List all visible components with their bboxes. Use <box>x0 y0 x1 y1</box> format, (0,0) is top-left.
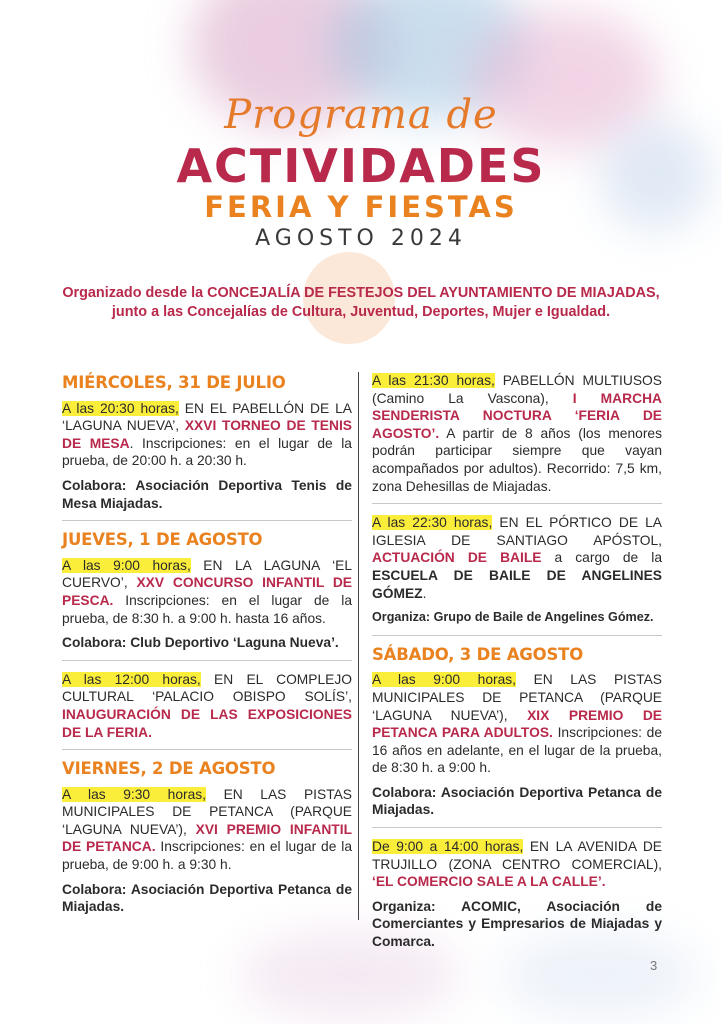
event-entry <box>62 786 352 874</box>
organizer-text <box>40 284 682 322</box>
sub-title: FERIA Y FIESTAS <box>204 190 518 224</box>
event-title: ‘EL COMERCIO SALE A LA CALLE’. <box>372 874 606 890</box>
event-entry <box>372 671 662 777</box>
event-place: EN LAS PISTAS MUNICIPALES DE PETANCA (PARQUE ‘LAGUNA NUEVA’), <box>62 786 353 837</box>
day-heading: MIÉRCOLES, 31 DE JULIO <box>62 373 286 392</box>
event-details: a cargo de la <box>541 550 662 566</box>
event-title: XIX PREMIO DE PETANCA PARA ADULTOS. <box>372 707 662 741</box>
event-place: PABELLÓN MULTIUSOS (Camino La Vascona), <box>372 373 662 406</box>
event-time: A las 21:30 horas, <box>372 373 495 388</box>
event-title: I MARCHA SENDERISTA NOCTURA ‘FERIA DE AGOSTO’. <box>372 390 662 441</box>
day-heading: JUEVES, 1 DE AGOSTO <box>62 530 263 550</box>
event-details: Inscripciones: en el lugar de la prueba, de 9:00 h. a 9:30 h. <box>62 839 353 873</box>
event-place: EN EL COMPLEJO CULTURAL ‘PALACIO OBISPO SOLÍS’, <box>62 671 352 705</box>
event-details: Inscripciones: de 16 años en adelante, en el lugar de la prueba, de 8:30 h. a 9:00 h. <box>372 725 662 776</box>
separator <box>372 635 662 636</box>
event-entry <box>372 838 662 891</box>
event-details: Inscripciones: en el lugar de la prueba, de 8:30 h. a 9:00 h. hasta 16 años. <box>62 592 352 626</box>
event-place: EN EL PÓRTICO DE LA IGLESIA DE SANTIAGO APÓSTOL, <box>372 515 663 548</box>
left-column <box>62 372 352 916</box>
event-place: EN EL PABELLÓN DE LA ‘LAGUNA NUEVA’, <box>62 400 352 434</box>
column-divider <box>358 372 359 920</box>
event-time: De 9:00 a 14:00 horas, <box>372 839 524 855</box>
event-time: A las 20:30 horas, <box>62 400 179 416</box>
event-details: . Inscripciones: en el lugar de la prueba, de 20:00 h. a 20:30 h. <box>62 435 352 469</box>
event-entry <box>62 671 352 741</box>
separator <box>372 503 662 504</box>
event-details: A partir de 8 años (los menores podrán participar siempre que vayan acompañados por adultos). Recorrido: 7,5 km, zona Dehesillas de Miajadas. <box>372 425 662 494</box>
event-time: A las 12:00 horas, <box>62 671 201 687</box>
day-heading: SÁBADO, 3 DE AGOSTO <box>372 644 584 664</box>
event-collaborator: Colabora: Club Deportivo ‘Laguna Nueva’. <box>62 635 339 651</box>
separator <box>372 827 662 828</box>
event-entry <box>372 514 662 602</box>
event-performer: ESCUELA DE BAILE DE ANGELINES GÓMEZ <box>372 567 662 601</box>
event-collaborator: Colabora: Asociación Deportiva Petanca de Miajadas. <box>62 881 352 915</box>
main-title: ACTIVIDADES <box>176 139 546 193</box>
event-collaborator: Colabora: Asociación Deportiva Petanca de Miajadas. <box>372 784 662 818</box>
organizer-line2: junto a las Concejalías de Cultura, Juventud, Deportes, Mujer e Igualdad. <box>111 304 611 320</box>
event-place: EN LA AVENIDA DE TRUJILLO (ZONA CENTRO COMERCIAL), <box>372 839 662 872</box>
event-title: XVI PREMIO INFANTIL DE PETANCA. <box>62 821 352 855</box>
event-title: XXVI TORNEO DE TENIS DE MESA <box>62 418 353 451</box>
separator <box>62 749 352 750</box>
separator <box>62 520 352 521</box>
event-collaborator: Colabora: Asociación Deportiva Tenis de Mesa Miajadas. <box>62 477 352 511</box>
right-column <box>372 372 662 951</box>
event-title: XXV CONCURSO INFANTIL DE PESCA. <box>62 575 352 608</box>
organizer-line1-b: CONCEJALÍA DE FESTEJOS DEL AYUNTAMIENTO DE MIAJADAS, <box>207 285 660 301</box>
event-time: A las 22:30 horas, <box>372 515 493 531</box>
page-number: 3 <box>650 958 658 973</box>
organizer-line1-a: Organizado desde la <box>62 285 208 301</box>
event-organizer: Organiza: ACOMIC, Asociación de Comerciantes y Empresarios de Miajadas y Comarca. <box>372 898 662 950</box>
event-title: INAUGURACIÓN DE LAS EXPOSICIONES DE LA FERIA. <box>62 706 352 740</box>
event-entry <box>62 557 352 627</box>
event-time: A las 9:00 horas, <box>372 672 516 688</box>
event-title: ACTUACIÓN DE BAILE <box>372 550 542 566</box>
event-place: EN LAS PISTAS MUNICIPALES DE PETANCA (PARQUE ‘LAGUNA NUEVA’), <box>372 672 663 723</box>
event-punct: . <box>422 585 427 601</box>
day-heading: VIERNES, 2 DE AGOSTO <box>62 759 276 779</box>
separator <box>62 660 352 661</box>
event-place: EN LA LAGUNA ‘EL CUERVO’, <box>62 557 353 591</box>
event-time: A las 9:00 horas, <box>62 557 191 573</box>
event-entry <box>62 400 352 470</box>
event-time: A las 9:30 horas, <box>62 786 206 802</box>
script-title: Programa de <box>224 92 498 138</box>
event-organizer: Organiza: Grupo de Baile de Angelines Gómez. <box>372 610 654 625</box>
event-entry <box>372 372 662 495</box>
date-title: AGOSTO 2024 <box>255 226 467 251</box>
